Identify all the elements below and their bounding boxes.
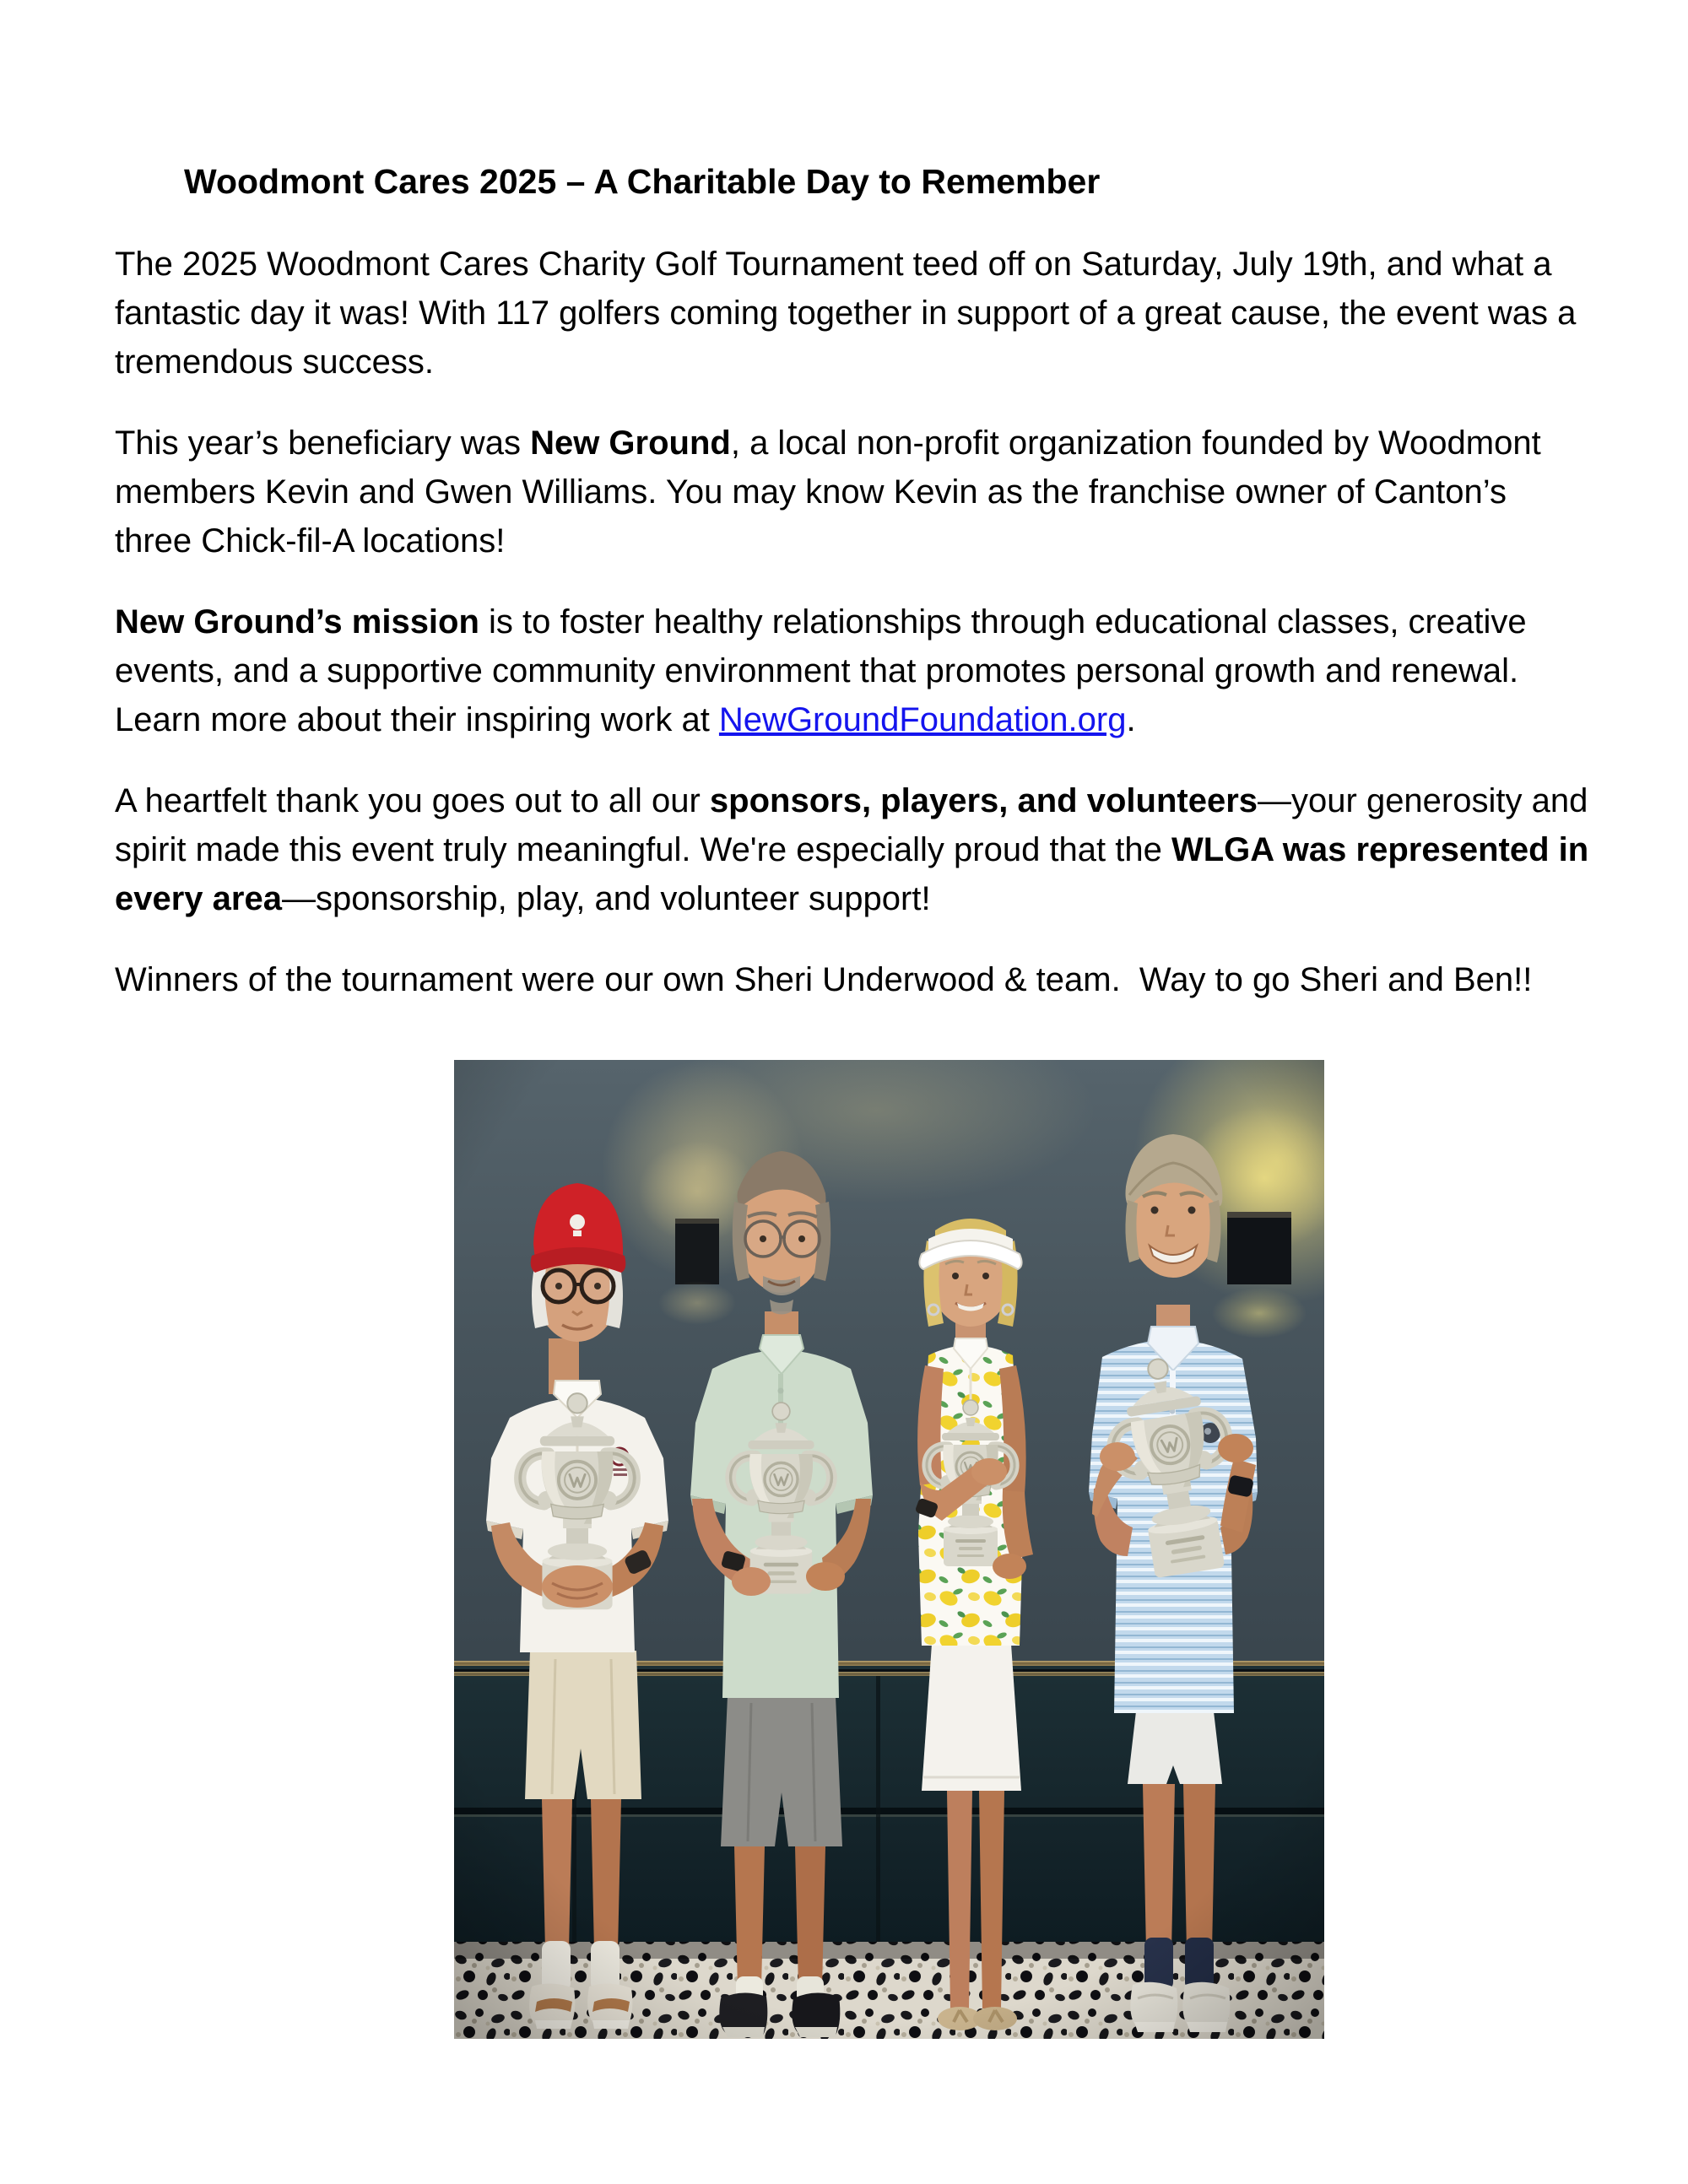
paragraph — [115, 419, 1590, 565]
body-text: —your generosity and spirit made this event truly meaningful. We're especially proud that the — [115, 782, 1598, 868]
body-text: The 2025 Woodmont Cares Charity Golf Tournament teed off on Saturday, July 19th, and what a fantastic day it was! With 117 golfers coming together in support of a great cause, the event was a tremendous success. — [115, 246, 1586, 381]
bold-text: sponsors, players, and volunteers — [709, 782, 1258, 819]
bold-text: New Ground’s mission — [115, 603, 479, 641]
body-text: is to foster healthy relationships through educational classes, creative events, and a supportive community environment that promotes personal growth and renewal. Learn more about their inspiring work at — [115, 603, 1536, 738]
body-text: A heartfelt thank you goes out to all our — [115, 782, 710, 819]
paragraph — [115, 240, 1590, 387]
tournament-photo-canvas — [454, 1060, 1324, 2039]
body-text: This year’s beneficiary was — [115, 424, 531, 462]
article-paragraphs — [115, 240, 1599, 1004]
body-text: —sponsorship, play, and volunteer support! — [281, 880, 931, 917]
paragraph — [115, 597, 1590, 744]
newground-foundation-link[interactable]: NewGroundFoundation.org — [718, 701, 1127, 738]
article-body — [115, 157, 1599, 1036]
paragraph — [115, 955, 1590, 1004]
tournament-photo — [454, 1060, 1324, 2039]
bold-text: New Ground — [530, 424, 731, 462]
page-title: Woodmont Cares 2025 – A Charitable Day to Remember — [184, 162, 1101, 201]
body-text: . — [1126, 701, 1136, 738]
body-text: Winners of the tournament were our own Sheri Underwood & team. Way to go Sheri and Ben!! — [115, 961, 1533, 998]
bold-text: WLGA was represented in every area — [115, 831, 1599, 917]
paragraph — [115, 776, 1599, 923]
body-text: , a local non-profit organization founded by Woodmont members Kevin and Gwen Williams. You may know Kevin as the franchise owner of Canton’s three Chick-fil-A locations! — [115, 424, 1550, 560]
